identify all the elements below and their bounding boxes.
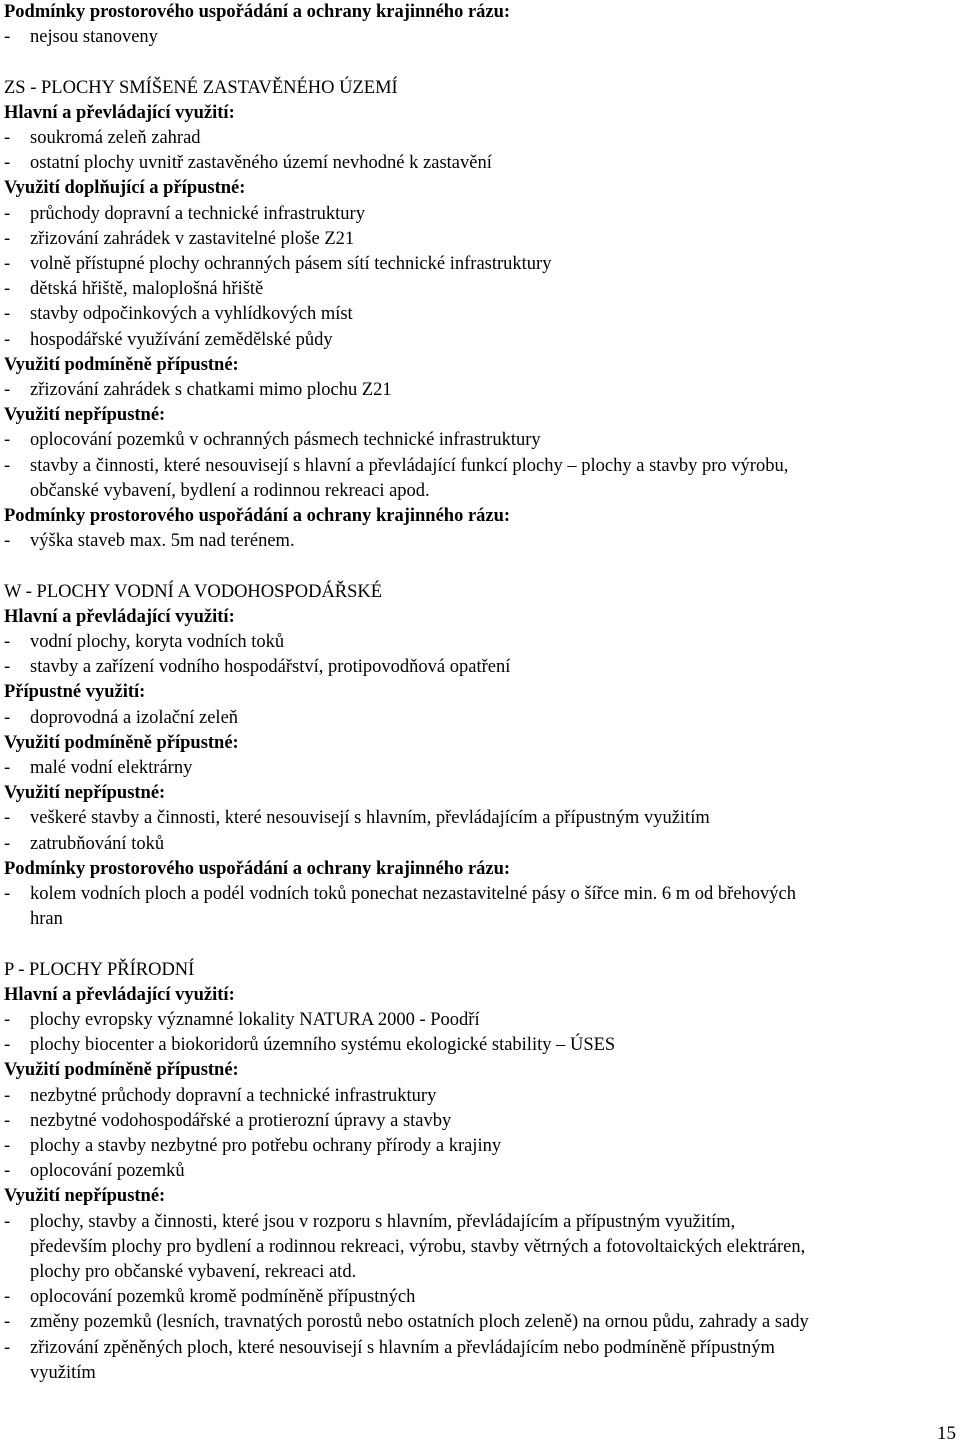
list-item-text: oplocování pozemků v ochranných pásmech technické infrastruktury [30, 430, 541, 451]
list-item-text: kolem vodních ploch a podél vodních toků ponechat nezastavitelné pásy o šířce min. 6 m od břehových [30, 884, 797, 904]
list-item-text: zřizování zpěněných ploch, které nesouvisejí s hlavním a převládajícím nebo podmíněně přípustným [30, 1337, 775, 1358]
section-heading: Hlavní a převládající využití: [4, 606, 235, 627]
section-heading: Hlavní a převládající využití: [4, 102, 235, 123]
list-item-text: hospodářské využívání zemědělské půdy [30, 329, 333, 350]
section-title: ZS - PLOCHY SMÍŠENÉ ZASTAVĚNÉHO ÚZEMÍ [4, 77, 398, 98]
list-dash: - [4, 1211, 11, 1232]
list-dash: - [4, 1035, 11, 1056]
list-item-text: oplocování pozemků [30, 1161, 185, 1182]
list-item-text: plochy biocenter a biokoridorů územního systému ekologické stability – ÚSES [30, 1035, 616, 1056]
list-item-text: oplocování pozemků kromě podmíněně přípustných [30, 1287, 416, 1308]
list-item-text: nezbytné průchody dopravní a technické infrastruktury [30, 1085, 437, 1106]
list-item-text: volně přístupné plochy ochranných pásem sítí technické infrastruktury [30, 254, 552, 274]
section-heading: Podmínky prostorového uspořádání a ochrany krajinného rázu: [4, 858, 511, 879]
list-dash: - [4, 1312, 11, 1333]
list-item-text: občanské vybavení, bydlení a rodinnou rekreaci apod. [30, 480, 430, 501]
list-item-text: změny pozemků (lesních, travnatých porostů nebo ostatních ploch zeleně) na ornou půdu, zahrady a sady [30, 1312, 809, 1333]
list-item-text: plochy, stavby a činnosti, které jsou v rozporu s hlavním, převládajícím a přípustným využitím, [30, 1211, 736, 1232]
list-dash: - [4, 833, 11, 854]
list-item-text: plochy pro občanské vybavení, rekreaci atd. [30, 1262, 357, 1282]
list-dash: - [4, 632, 11, 652]
list-dash: - [4, 1337, 11, 1358]
list-item-text: plochy a stavby nezbytné pro potřebu ochrany přírody a krajiny [30, 1136, 502, 1156]
list-dash: - [4, 27, 11, 48]
section-heading: Podmínky prostorového uspořádání a ochrany krajinného rázu: [4, 2, 511, 22]
list-dash: - [4, 707, 11, 728]
list-item-text: soukromá zeleň zahrad [30, 128, 201, 148]
list-dash: - [4, 1161, 11, 1182]
list-dash: - [4, 380, 11, 400]
list-item-text: malé vodní elektrárny [30, 758, 193, 778]
list-dash: - [4, 228, 11, 249]
list-dash: - [4, 1010, 11, 1030]
list-dash: - [4, 455, 11, 476]
list-dash: - [4, 884, 11, 904]
section-heading: Přípustné využití: [4, 682, 146, 703]
list-item-text: plochy evropsky významné lokality NATURA 2000 - Poodří [30, 1010, 480, 1030]
section-title: W - PLOCHY VODNÍ A VODOHOSPODÁŘSKÉ [4, 581, 383, 602]
list-item-text: veškeré stavby a činnosti, které nesouvisejí s hlavním, převládajícím a přípustným využitím [30, 808, 710, 829]
list-dash: - [4, 1085, 11, 1106]
list-dash: - [4, 758, 11, 778]
list-dash: - [4, 1287, 11, 1308]
section-heading: Využití podmíněně přípustné: [4, 732, 239, 753]
list-dash: - [4, 254, 11, 274]
list-item-text: dětská hřiště, maloplošná hřiště [30, 279, 264, 300]
section-heading: Hlavní a převládající využití: [4, 984, 235, 1005]
list-dash: - [4, 304, 11, 325]
list-dash: - [4, 1136, 11, 1156]
section-heading: Podmínky prostorového uspořádání a ochrany krajinného rázu: [4, 506, 511, 526]
list-item-text: doprovodná a izolační zeleň [30, 707, 239, 728]
list-item-text: stavby a zařízení vodního hospodářství, protipovodňová opatření [30, 657, 511, 678]
list-dash: - [4, 203, 11, 224]
list-item-text: nezbytné vodohospodářské a protierozní úpravy a stavby [30, 1110, 452, 1131]
list-item-text: využitím [30, 1362, 96, 1383]
list-item-text: výška staveb max. 5m nad terénem. [30, 531, 295, 552]
list-item-text: stavby odpočinkových a vyhlídkových míst [30, 304, 353, 325]
list-dash: - [4, 657, 11, 678]
section-heading: Využití nepřípustné: [4, 405, 166, 426]
list-dash: - [4, 531, 11, 552]
list-dash: - [4, 1110, 11, 1131]
list-item-text: zřizování zahrádek v zastavitelné ploše Z21 [30, 228, 355, 249]
list-dash: - [4, 279, 11, 300]
list-item-text: nejsou stanoveny [30, 27, 158, 48]
list-dash: - [4, 808, 11, 829]
list-item-text: ostatní plochy uvnitř zastavěného území nevhodné k zastavění [30, 153, 492, 174]
section-heading: Využití nepřípustné: [4, 1186, 166, 1207]
list-item-text: stavby a činnosti, které nesouvisejí s hlavní a převládající funkcí plochy – plochy a stavby pro výrobu, [30, 455, 789, 476]
list-dash: - [4, 430, 11, 451]
list-dash: - [4, 128, 11, 148]
list-dash: - [4, 153, 11, 174]
section-heading: Využití nepřípustné: [4, 783, 166, 804]
section-heading: Využití doplňující a přípustné: [4, 178, 246, 199]
list-item-text: hran [30, 909, 63, 930]
list-item-text: zřizování zahrádek s chatkami mimo plochu Z21 [30, 380, 392, 400]
list-item-text: vodní plochy, koryta vodních toků [30, 632, 285, 652]
list-item-text: zatrubňování toků [30, 833, 165, 854]
section-heading: Využití podmíněně přípustné: [4, 1060, 239, 1081]
section-heading: Využití podmíněně přípustné: [4, 354, 239, 375]
list-item-text: průchody dopravní a technické infrastruktury [30, 203, 365, 224]
list-dash: - [4, 329, 11, 350]
list-item-text: především plochy pro bydlení a rodinnou rekreaci, výrobu, stavby větrných a fotovoltaických elektráren, [30, 1236, 806, 1257]
page-number: 15 [937, 1423, 956, 1444]
section-title: P - PLOCHY PŘÍRODNÍ [4, 959, 195, 980]
